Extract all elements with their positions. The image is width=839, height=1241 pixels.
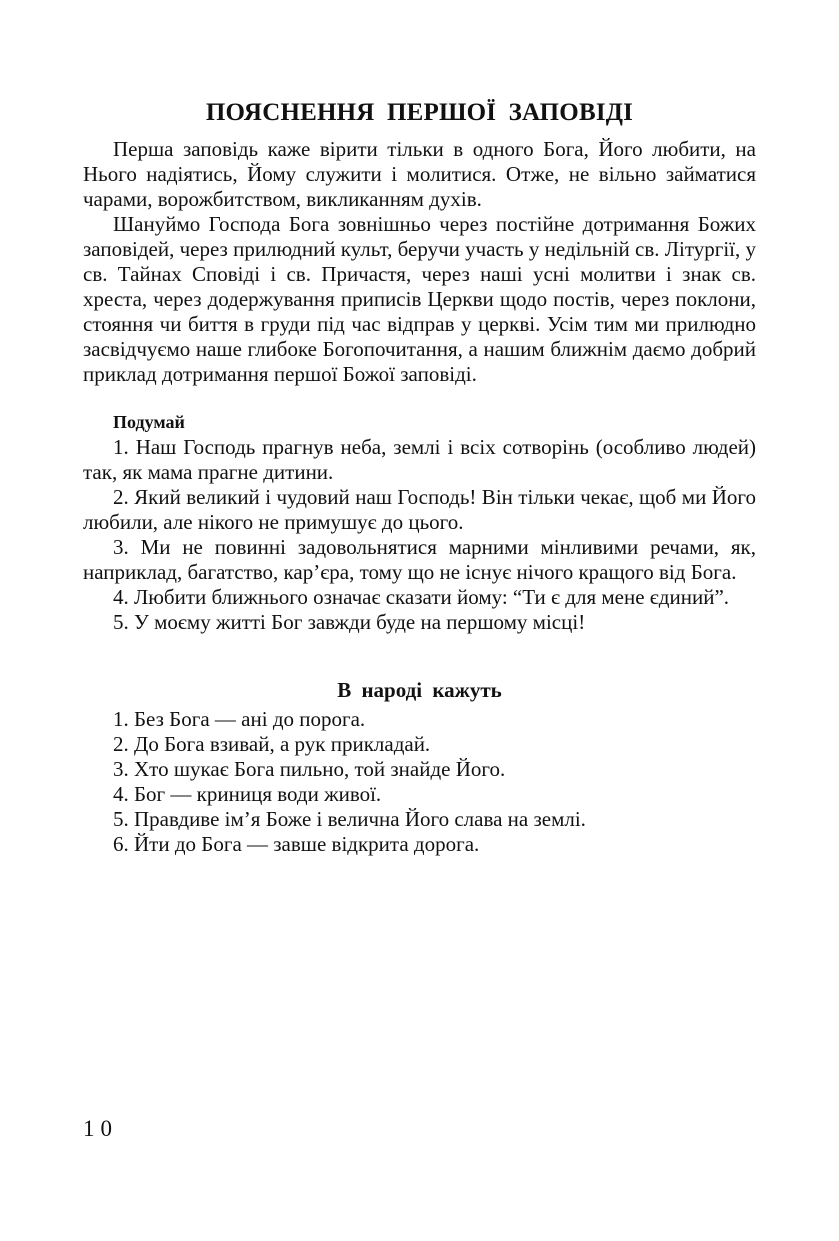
think-item: 2. Який великий і чудовий наш Господь! Він тільки чекає, щоб ми Його любили, але нікого не примушує до цього.: [83, 485, 756, 534]
saying-item: 1. Без Бога — ані до порога.: [113, 707, 366, 731]
page-title: ПОЯСНЕННЯ ПЕРШОЇ ЗАПОВІДІ: [205, 99, 634, 126]
saying-item: 2. До Бога взивай, а рук прикладай.: [113, 732, 431, 756]
think-item: 3. Ми не повинні задовольнятися марними мінливими речами, як, наприклад, багатство, кар’єра, тому що не існує нічого кращого від Бога.: [83, 535, 756, 584]
think-item: 5. У моєму житті Бог завжди буде на першому місці!: [113, 610, 586, 634]
think-section: [83, 409, 756, 635]
saying-item: 5. Правдиве ім’я Боже і велична Його слава на землі.: [113, 807, 586, 831]
saying-item: 6. Йти до Бога — завше відкрита дорога.: [113, 832, 480, 856]
saying-item: 3. Хто шукає Бога пильно, той знайде Його.: [113, 757, 506, 781]
sayings-heading: В народі кажуть: [337, 678, 502, 702]
intro-paragraph: Шануймо Господа Бога зовнішньо через постійне дотримання Божих заповідей, через прилюдний культ, беручи участь у недільній св. Літургії, у св. Тайнах Сповіді і св. Причастя, через наші усні молитви і знак св. хреста, через додержування приписів Церкви щодо постів, через поклони, стояння чи биття в груди під час відправ у церкві. Усім тим ми прилюдно засвідчуємо наше глибоке Богопочитання, а нашим ближнім даємо добрий приклад дотримання першої Божої заповіді.: [83, 212, 757, 386]
intro-section: [83, 137, 756, 387]
page-content: [83, 98, 756, 857]
think-item: 4. Любити ближнього означає сказати йому: “Ти є для мене єдиний”.: [113, 585, 730, 609]
sayings-section: [83, 677, 756, 857]
page-number: 10: [83, 1116, 118, 1141]
think-item: 1. Наш Господь прагнув неба, землі і всіх сотворінь (особливо людей) так, як мама прагне дитини.: [83, 435, 756, 484]
saying-item: 4. Бог — криниця води живої.: [113, 782, 382, 806]
intro-paragraph: Перша заповідь каже вірити тільки в одного Бога, Його любити, на Нього надіятись, Йому служити і молитися. Отже, не вільно займатися чарами, ворожбитством, викликанням духів.: [83, 137, 756, 211]
think-heading: Подумай: [113, 412, 185, 432]
